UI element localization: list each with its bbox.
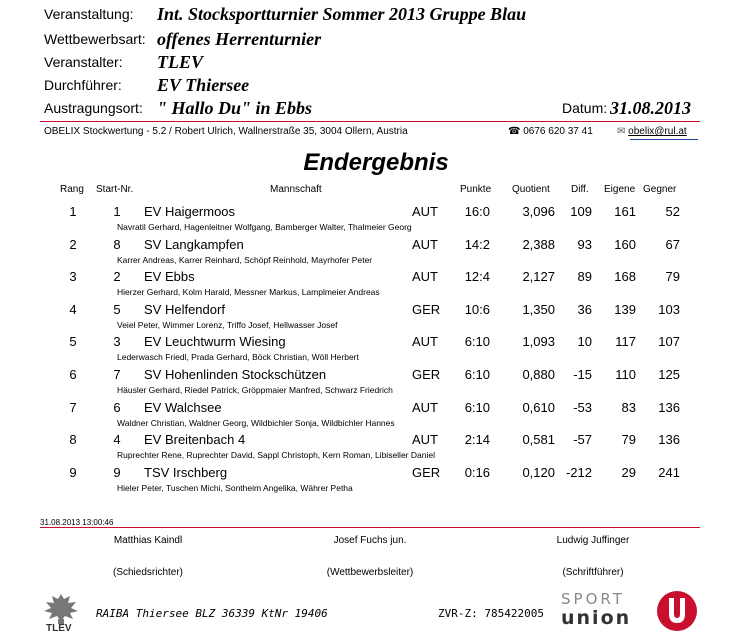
cell-points: 12:4 xyxy=(464,269,490,285)
cell-own: 83 xyxy=(621,399,636,415)
col-points: Punkte xyxy=(460,184,492,195)
cell-start: 3 xyxy=(113,334,121,350)
cell-players: Lederwasch Friedl, Prada Gerhard, Böck Christian, Wöll Herbert xyxy=(117,352,359,363)
value-austragungsort: " Hallo Du" in Ebbs xyxy=(157,98,313,118)
cell-quotient: 0,610 xyxy=(522,399,555,415)
cell-rank: 5 xyxy=(69,334,77,350)
cell-points: 14:2 xyxy=(464,236,490,252)
cell-quotient: 0,120 xyxy=(522,464,555,480)
signature-name-1: Matthias Kaindl xyxy=(113,535,183,546)
bank-info: RAIBA Thiersee BLZ 36339 KtNr 19406 xyxy=(96,607,328,620)
cell-opp: 52 xyxy=(665,204,680,219)
cell-players: Karrer Andreas, Karrer Reinhard, Schöpf Reinhold, Mayrhofer Peter xyxy=(117,254,373,265)
tlev-logo xyxy=(40,590,82,636)
signature-role-3: (Schriftführer) xyxy=(562,567,624,578)
cell-own: 168 xyxy=(614,269,636,285)
cell-opp: 107 xyxy=(658,334,680,350)
cell-own: 160 xyxy=(614,236,636,252)
value-veranstaltung: Int. Stocksportturnier Sommer 2013 Gruppe Blau xyxy=(157,4,527,24)
col-own: Eigene xyxy=(604,184,636,195)
cell-players: Häusler Gerhard, Riedel Patrick, Gröppmaier Manfred, Schwarz Friedrich xyxy=(117,385,393,395)
cell-rank: 8 xyxy=(69,432,77,448)
cell-own: 29 xyxy=(621,464,636,480)
value-wettbewerbsart: offenes Herrenturnier xyxy=(157,29,322,49)
tlev-logo-text: TLEV xyxy=(46,623,72,634)
cell-country: AUT xyxy=(412,269,438,285)
cell-diff: 93 xyxy=(577,236,592,252)
cell-quotient: 2,388 xyxy=(522,236,555,252)
label-veranstaltung: Veranstaltung: xyxy=(44,6,134,22)
label-durchfuehrer: Durchführer: xyxy=(44,77,122,93)
header-divider xyxy=(40,121,700,122)
cell-players: Waldner Christian, Waldner Georg, Wildbichler Sonja, Wildbichler Hannes xyxy=(117,417,395,428)
cell-country: AUT xyxy=(412,399,438,415)
cell-diff: 10 xyxy=(577,334,592,350)
cell-rank: 1 xyxy=(69,204,77,219)
table-row xyxy=(0,432,752,465)
cell-rank: 7 xyxy=(69,399,77,415)
label-austragungsort: Austragungsort: xyxy=(44,100,143,116)
cell-diff: -212 xyxy=(565,464,592,480)
cell-points: 16:0 xyxy=(464,204,490,219)
cell-team: TSV Irschberg xyxy=(144,464,228,480)
cell-team: EV Haigermoos xyxy=(144,204,236,219)
cell-players: Ruprechter Rene, Ruprechter David, Sappl Christoph, Kern Roman, Libiseller Daniel xyxy=(117,450,435,461)
cell-start: 8 xyxy=(113,236,121,252)
table-row xyxy=(0,302,752,335)
cell-points: 10:6 xyxy=(464,301,490,317)
cell-opp: 136 xyxy=(658,399,680,415)
col-opp: Gegner xyxy=(643,184,677,195)
cell-points: 6:10 xyxy=(464,334,490,350)
cell-start: 5 xyxy=(113,301,121,317)
cell-own: 139 xyxy=(614,301,636,317)
cell-quotient: 0,880 xyxy=(522,367,555,382)
cell-team: EV Walchsee xyxy=(144,399,222,415)
cell-diff: -57 xyxy=(573,432,592,448)
signature-name-3: Ludwig Juffinger xyxy=(556,535,630,546)
cell-diff: 89 xyxy=(577,269,592,285)
cell-diff: 109 xyxy=(570,204,592,219)
table-row xyxy=(0,367,752,400)
email-contact xyxy=(617,126,687,137)
email-underline xyxy=(630,139,698,140)
cell-opp: 136 xyxy=(658,432,680,448)
sportunion-logo-top: SPORT xyxy=(561,590,625,608)
table-row xyxy=(0,204,752,237)
cell-start: 1 xyxy=(113,204,121,219)
cell-opp: 103 xyxy=(658,301,680,317)
value-veranstalter: TLEV xyxy=(157,52,204,72)
cell-start: 7 xyxy=(113,367,121,382)
table-row xyxy=(0,237,752,270)
envelope-icon: ✉ xyxy=(617,126,626,137)
telephone-icon: ☎ xyxy=(508,126,521,137)
sportunion-u-icon xyxy=(656,590,698,632)
table-row xyxy=(0,269,752,302)
phone-number: 0676 620 37 41 xyxy=(523,126,593,137)
table-row xyxy=(0,334,752,367)
cell-start: 6 xyxy=(113,399,121,415)
cell-players: Veiel Peter, Wimmer Lorenz, Triffo Josef, Hellwasser Josef xyxy=(117,319,338,330)
cell-diff: -15 xyxy=(573,367,592,382)
timestamp: 31.08.2013 13:00:46 xyxy=(40,518,114,527)
zvr-number: ZVR-Z: 785422005 xyxy=(438,607,544,620)
cell-country: AUT xyxy=(412,334,438,350)
cell-team: EV Ebbs xyxy=(144,269,195,285)
cell-country: AUT xyxy=(412,432,438,448)
cell-points: 6:10 xyxy=(464,367,490,382)
cell-start: 9 xyxy=(113,464,121,480)
cell-own: 79 xyxy=(621,432,636,448)
cell-rank: 2 xyxy=(69,236,77,252)
cell-country: AUT xyxy=(412,236,438,252)
cell-quotient: 2,127 xyxy=(522,269,555,285)
cell-points: 2:14 xyxy=(464,432,490,448)
cell-quotient: 1,093 xyxy=(522,334,555,350)
label-veranstalter: Veranstalter: xyxy=(44,54,123,70)
cell-rank: 6 xyxy=(69,367,77,382)
cell-country: GER xyxy=(412,301,441,317)
signature-name-2: Josef Fuchs jun. xyxy=(333,535,407,546)
footer-divider xyxy=(40,527,700,528)
cell-opp: 67 xyxy=(665,236,680,252)
cell-players: Navratil Gerhard, Hagenleitner Wolfgang, Bamberger Walter, Thalmeier Georg xyxy=(117,222,412,232)
cell-rank: 3 xyxy=(69,269,77,285)
cell-opp: 79 xyxy=(665,269,680,285)
software-info: OBELIX Stockwertung - 5.2 / Robert Ulrich, Wallnerstraße 35, 3004 Ollern, Austria xyxy=(44,126,408,137)
cell-start: 2 xyxy=(113,269,121,285)
cell-opp: 241 xyxy=(658,464,680,480)
sportunion-logo xyxy=(561,591,631,629)
cell-rank: 4 xyxy=(69,301,77,317)
sportunion-logo-bottom: union xyxy=(561,607,632,629)
label-wettbewerbsart: Wettbewerbsart: xyxy=(44,31,146,47)
cell-country: GER xyxy=(412,464,441,480)
date-value: 31.08.2013 xyxy=(610,98,691,118)
cell-diff: -53 xyxy=(573,399,592,415)
signature-role-1: (Schiedsrichter) xyxy=(112,567,184,578)
col-diff: Diff. xyxy=(571,184,589,195)
date-label: Datum: xyxy=(562,100,608,116)
cell-team: SV Langkampfen xyxy=(144,236,244,252)
col-rank: Rang xyxy=(60,184,84,195)
table-row xyxy=(0,465,752,498)
cell-rank: 9 xyxy=(69,464,77,480)
value-durchfuehrer: EV Thiersee xyxy=(157,75,250,95)
email-link[interactable]: obelix@rul.at xyxy=(628,126,687,137)
cell-points: 0:16 xyxy=(464,464,490,480)
cell-team: SV Hohenlinden Stockschützen xyxy=(144,367,327,382)
cell-quotient: 0,581 xyxy=(522,432,555,448)
cell-country: AUT xyxy=(412,204,438,219)
cell-team: EV Leuchtwurm Wiesing xyxy=(144,334,286,350)
cell-players: Hieler Peter, Tuschen Michi, Sontheim Angelika, Währer Petha xyxy=(117,482,353,493)
cell-own: 117 xyxy=(615,334,636,350)
cell-opp: 125 xyxy=(658,367,680,382)
signature-role-2: (Wettbewerbsleiter) xyxy=(326,567,414,578)
col-start: Start-Nr. xyxy=(96,184,134,195)
cell-points: 6:10 xyxy=(464,399,490,415)
col-quotient: Quotient xyxy=(512,184,550,195)
page-title: Endergebnis xyxy=(303,149,449,176)
cell-quotient: 3,096 xyxy=(522,204,555,219)
cell-team: SV Helfendorf xyxy=(144,301,225,317)
cell-quotient: 1,350 xyxy=(522,301,555,317)
cell-own: 161 xyxy=(614,204,636,219)
table-row xyxy=(0,400,752,433)
cell-diff: 36 xyxy=(577,301,592,317)
cell-players: Hierzer Gerhard, Kolm Harald, Messner Markus, Lamplmeier Andreas xyxy=(117,287,380,298)
cell-country: GER xyxy=(412,367,441,382)
col-team: Mannschaft xyxy=(270,184,322,195)
phone-contact xyxy=(508,126,593,137)
cell-team: EV Breitenbach 4 xyxy=(144,432,246,448)
cell-own: 110 xyxy=(615,367,636,382)
cell-start: 4 xyxy=(113,432,121,448)
